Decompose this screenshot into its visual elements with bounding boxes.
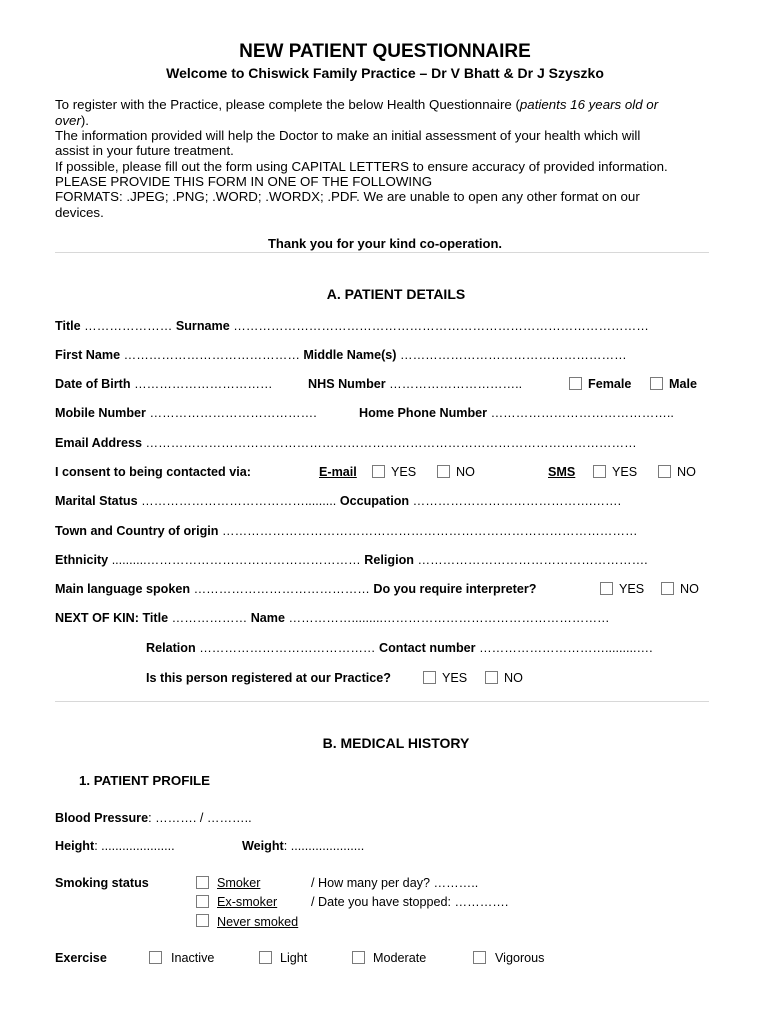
moderate-label: Moderate [373,951,427,965]
consent-label: I consent to being contacted via: [55,465,251,479]
intro-line-4: assist in your future treatment. [55,143,234,158]
intro-line-5: If possible, please fill out the form using CAPITAL LETTERS to ensure accuracy of provided information. [55,159,668,174]
occupation-dots: …………………………………….……. [412,494,622,508]
nok-name-dots: …………….........……………………………………………… [288,611,610,625]
contact-label: Contact number [379,641,476,655]
vigorous-checkbox[interactable] [473,951,486,964]
intro-line-6: PLEASE PROVIDE THIS FORM IN ONE OF THE FOLLOWING [55,174,433,189]
home-phone-dots: …………………………………….. [490,406,674,420]
patient-profile-heading: 1. PATIENT PROFILE [79,773,211,788]
middle-name-dots: ……………………………………………… [399,348,627,362]
email-yes-checkbox[interactable] [372,465,385,478]
mobile-field[interactable] [55,406,317,420]
male-checkbox[interactable] [650,377,663,390]
marital-label: Marital Status [55,494,138,508]
bp-label: Blood Pressure [55,811,149,825]
intro-italic: over [55,113,81,128]
mobile-label: Mobile Number [55,406,146,420]
consent-email-label: E-mail [319,465,357,479]
dob-field[interactable] [55,377,273,391]
divider [55,252,709,253]
nok-field[interactable] [55,611,610,625]
section-a-heading: A. PATIENT DETAILS [326,286,466,302]
divider [55,701,709,702]
contact-dots: ………………………….........…. [479,641,653,655]
height-field[interactable] [55,839,175,853]
home-phone-field[interactable] [359,406,674,420]
first-name-dots: …………………………………… [123,348,300,362]
intro-text: ). [80,113,89,128]
language-dots: …………………………………… [193,582,370,596]
intro-line-7: FORMATS: .JPEG; .PNG; .WORD; .WORDX; .PDF. We are unable to open any other format on our [55,189,640,204]
email-field[interactable] [55,436,637,450]
smoking-label: Smoking status [55,876,149,890]
town-dots: ……………………………………………………………………………………… [221,524,638,538]
interpreter-no-label: NO [680,582,699,596]
interpreter-no-checkbox[interactable] [661,582,674,595]
sms-yes-checkbox[interactable] [593,465,606,478]
email-label: Email Address [55,436,143,450]
title-label: Title [55,319,81,333]
bp-field[interactable] [55,811,252,825]
sms-no-checkbox[interactable] [658,465,671,478]
moderate-checkbox[interactable] [352,951,365,964]
thanks-text: Thank you for your kind co-operation. [267,236,502,251]
interpreter-yes-label: YES [619,582,645,596]
consent-sms-label: SMS [548,465,576,479]
inactive-label: Inactive [171,951,215,965]
intro-italic: patients 16 years old or [519,97,659,112]
intro-line-2 [55,113,89,128]
town-field[interactable] [55,524,638,538]
ethnicity-field[interactable] [55,553,648,567]
female-label: Female [588,377,632,391]
per-day-field[interactable]: / How many per day? ……….. [311,876,479,890]
dob-label: Date of Birth [55,377,131,391]
ex-smoker-label: Ex-smoker [217,895,278,909]
light-label: Light [280,951,308,965]
relation-label: Relation [146,641,196,655]
bp-value: : ………. / ……….. [148,811,252,825]
inactive-checkbox[interactable] [149,951,162,964]
registered-yes-label: YES [442,671,468,685]
email-no-checkbox[interactable] [437,465,450,478]
smoker-checkbox[interactable] [196,876,209,889]
exercise-label: Exercise [55,951,107,965]
ethnicity-label: Ethnicity [55,553,109,567]
intro-line-8: devices. [55,205,104,220]
language-label: Main language spoken [55,582,191,596]
town-label: Town and Country of origin [55,524,219,538]
marital-dots: …………………………………......... [141,494,337,508]
vigorous-label: Vigorous [495,951,545,965]
nhs-field[interactable] [308,377,522,391]
relation-field[interactable] [146,641,653,655]
religion-label: Religion [364,553,414,567]
occupation-label: Occupation [339,494,410,508]
interpreter-yes-checkbox[interactable] [600,582,613,595]
mobile-dots: …………………………………. [149,406,317,420]
never-smoked-checkbox[interactable] [196,914,209,927]
religion-dots: ………………………………………………. [417,553,648,567]
male-label: Male [669,377,697,391]
marital-field[interactable] [55,494,621,508]
nok-label: NEXT OF KIN: Title [55,611,169,625]
nok-name-label: Name [250,611,285,625]
intro-line-3: The information provided will help the Doctor to make an initial assessment of your health which will [55,128,641,143]
nok-title-dots: ……………… [171,611,248,625]
light-checkbox[interactable] [259,951,272,964]
weight-value: : ..................... [283,839,365,853]
title-field[interactable] [55,319,649,333]
female-checkbox[interactable] [569,377,582,390]
date-stopped-field[interactable]: / Date you have stopped: …………. [311,895,509,909]
sms-yes-label: YES [612,465,638,479]
registered-yes-checkbox[interactable] [423,671,436,684]
registered-no-label: NO [504,671,523,685]
never-smoked-label: Never smoked [217,915,299,929]
dob-dots: …………………………… [134,377,273,391]
page-title: NEW PATIENT QUESTIONNAIRE [239,41,531,62]
ex-smoker-checkbox[interactable] [196,895,209,908]
relation-dots: …………………………………… [199,641,376,655]
weight-field[interactable] [242,839,364,853]
nhs-label: NHS Number [308,377,386,391]
email-no-label: NO [456,465,475,479]
intro-text: To register with the Practice, please complete the below Health Questionnaire ( [55,97,520,112]
title-dots: ………………… [84,319,173,333]
weight-label: Weight [242,839,284,853]
middle-name-label: Middle Name(s) [303,348,397,362]
email-dots: ……………………………………………………………………………………………………… [145,436,637,450]
surname-label: Surname [175,319,230,333]
email-yes-label: YES [391,465,417,479]
language-field[interactable] [55,582,536,596]
interpreter-label: Do you require interpreter? [373,582,537,596]
height-label: Height [55,839,95,853]
first-name-field[interactable] [55,348,627,362]
nhs-dots: ………………………….. [389,377,523,391]
ethnicity-dots: ..........…………………………………………… [111,553,361,567]
first-name-label: First Name [55,348,121,362]
sms-no-label: NO [677,465,696,479]
height-value: : ..................... [94,839,175,853]
section-b-heading: B. MEDICAL HISTORY [322,735,470,751]
smoker-label: Smoker [217,876,261,890]
page-subtitle: Welcome to Chiswick Family Practice – Dr V Bhatt & Dr J Szyszko [166,65,604,81]
surname-dots: ……………………………………………………………………………………… [233,319,649,333]
home-phone-label: Home Phone Number [359,406,488,420]
registered-label: Is this person registered at our Practice? [146,671,391,685]
registered-no-checkbox[interactable] [485,671,498,684]
intro-line-1 [55,97,658,112]
